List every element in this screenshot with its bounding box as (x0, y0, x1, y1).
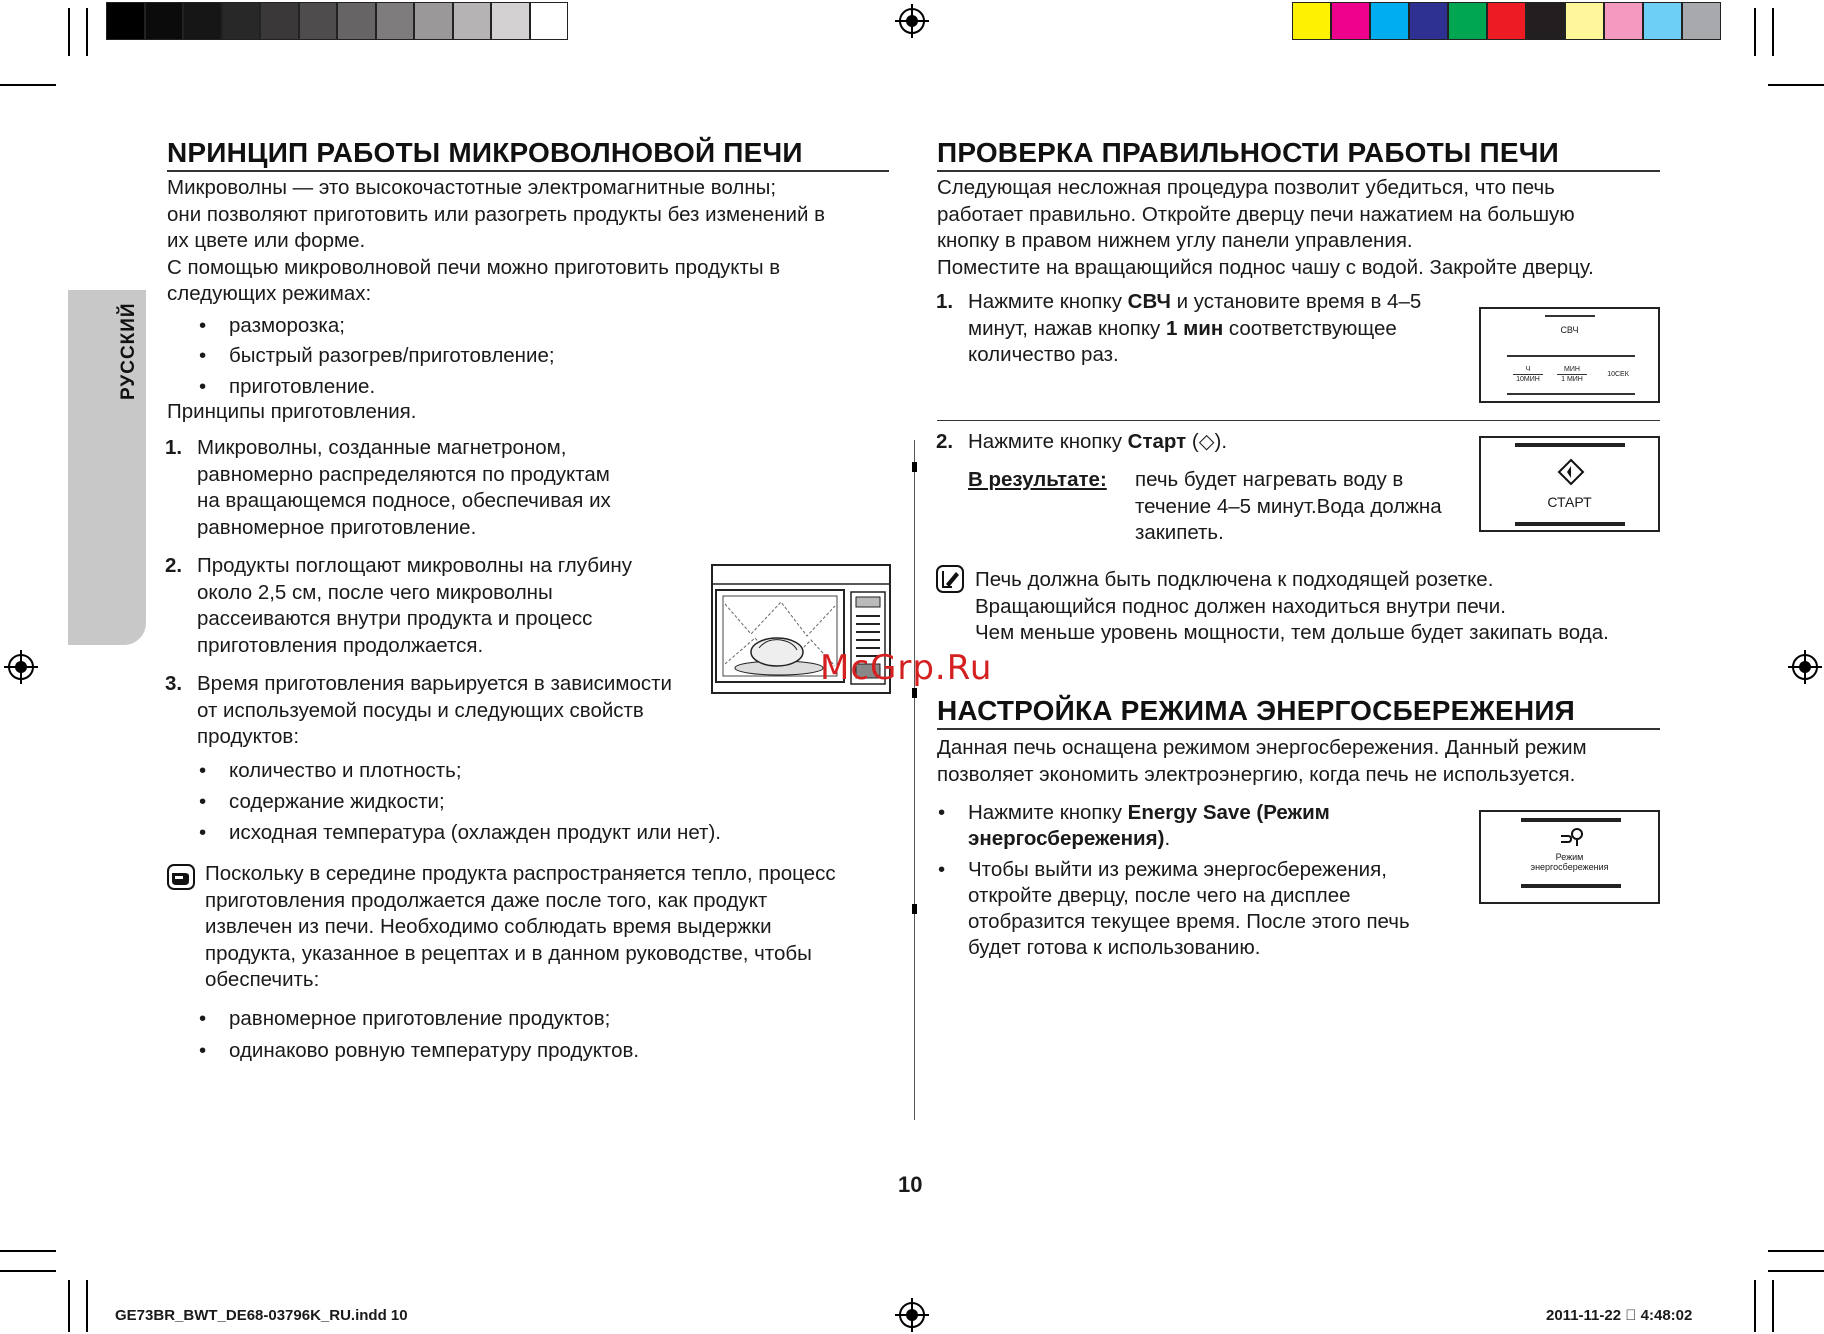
color-swatch (145, 2, 184, 40)
color-swatch (376, 2, 415, 40)
list-item: • равномерное приготовление продуктов; (199, 1007, 611, 1030)
control-panel-start: СТАРТ (1479, 436, 1660, 532)
color-swatch (414, 2, 453, 40)
list-item: • Чтобы выйти из режима энергосбережения, откройте дверцу, после чего на дисплее отобразится текущее время. После этого печь будет готова к использованию. (938, 858, 1410, 959)
crop-mark (1768, 84, 1824, 86)
control-panel-microwave: СВЧ Ч 10МИН МИН 1 МИН 10СЕК (1479, 307, 1660, 403)
crop-mark (1768, 1250, 1824, 1252)
crop-mark (86, 1280, 88, 1332)
fold-mark (912, 688, 917, 698)
list-item: • одинаково ровную температуру продуктов. (199, 1039, 640, 1062)
color-swatch (1409, 2, 1448, 40)
color-swatch (1604, 2, 1643, 40)
crop-mark (86, 8, 88, 56)
crop-mark (1772, 1280, 1774, 1332)
step-3: 3. Время приготовления варьируется в зависимости от используемой посуды и следующих свойств продуктов: (165, 672, 672, 748)
column-divider (914, 440, 915, 1120)
color-swatch (1331, 2, 1370, 40)
page-number: 10 (898, 1172, 923, 1197)
color-swatch (106, 2, 145, 40)
hand-note-icon (167, 864, 195, 890)
color-swatch (530, 2, 569, 40)
crop-mark (0, 84, 56, 86)
crop-mark (1754, 8, 1756, 56)
crop-mark (1768, 1270, 1824, 1272)
check-step-1: 1. Нажмите кнопку СВЧ и установите время в 4–5 минут, нажав кнопку 1 мин соответствующее количество раз. (936, 290, 1422, 366)
list-item: • быстрый разогрев/приготовление; (199, 344, 555, 367)
color-swatch (222, 2, 261, 40)
left-intro: Микроволны — это высокочастотные электромагнитные волны; они позволяют приготовить или разогреть продукты без изменений в их цвете или форме. С помощью микроволновой печи можно приготовить продукты в следующих режимах: (167, 176, 826, 305)
color-swatch (1643, 2, 1682, 40)
crop-mark (1772, 8, 1774, 56)
crop-mark (68, 8, 70, 56)
crop-mark (68, 1280, 70, 1332)
energy-save-title: НАСТРОЙКА РЕЖИМА ЭНЕРГОСБЕРЕЖЕНИЯ (937, 695, 1660, 730)
registration-mark-icon (1788, 650, 1822, 684)
registration-mark-icon (895, 1298, 929, 1332)
list-item: • исходная температура (охлажден продукт или нет). (199, 821, 721, 844)
fold-mark (912, 904, 917, 914)
step-1: 1. Микроволны, созданные магнетроном, равномерно распределяются по продуктам на вращающемся подносе, обеспечивая их равномерное приготовление. (165, 436, 611, 539)
principles-label: Принципы приготовления. (167, 400, 417, 423)
color-swatch (1682, 2, 1721, 40)
energy-intro: Данная печь оснащена режимом энергосбережения. Данный режим позволяет экономить электроэнергию, когда печь не используется. (937, 736, 1587, 786)
color-swatch (183, 2, 222, 40)
energy-save-icon (1557, 826, 1585, 848)
color-swatch (1487, 2, 1526, 40)
right-note: Печь должна быть подключена к подходящей розетке. Вращающийся поднос должен находиться внутри печи. Чем меньше уровень мощности, тем дольше будет закипать вода. (975, 568, 1609, 644)
step-2: 2. Продукты поглощают микроволны на глубину около 2,5 см, после чего микроволны рассеиваются внутри продукта и процесс приготовления продолжается. (165, 554, 633, 657)
color-swatch (491, 2, 530, 40)
list-item: • количество и плотность; (199, 759, 462, 782)
result-label: В результате: (968, 468, 1107, 491)
color-swatch (1448, 2, 1487, 40)
color-swatch (1292, 2, 1331, 40)
list-item: • Нажмите кнопку Energy Save (Режим энергосбережения). (938, 801, 1330, 850)
control-panel-energy-save: Режим энергосбережения (1479, 810, 1660, 904)
color-swatch (299, 2, 338, 40)
crop-mark (0, 1270, 56, 1272)
note-icon (936, 565, 964, 593)
color-swatch (337, 2, 376, 40)
list-item: • приготовление. (199, 375, 376, 398)
result-text: печь будет нагревать воду в течение 4–5 минут.Вода должна закипеть. (1135, 468, 1442, 544)
color-swatch (453, 2, 492, 40)
list-item: • разморозка; (199, 314, 345, 337)
right-intro: Следующая несложная процедура позволит убедиться, что печь работает правильно. Откройте дверцу печи нажатием на большую кнопку в правом нижнем углу панели управления. Поместите на вращающийся поднос чашу с водой. Закройте дверцу. (937, 176, 1594, 279)
registration-mark-icon (4, 650, 38, 684)
crop-mark (0, 1250, 56, 1252)
separator (937, 420, 1660, 421)
right-section-title: ПРОВЕРКА ПРАВИЛЬНОСТИ РАБОТЫ ПЕЧИ (937, 137, 1660, 172)
footer-timestamp: 2011-11-22 ￿ 4:48:02 (1546, 1307, 1693, 1324)
footer-filename: GE73BR_BWT_DE68-03796K_RU.indd 10 (115, 1307, 408, 1324)
color-swatch (1370, 2, 1409, 40)
left-section-title: NРИНЦИП РАБОТЫ МИКРОВОЛНОВОЙ ПЕЧИ (167, 137, 889, 172)
crop-mark (1754, 1280, 1756, 1332)
language-label: РУССКИЙ (118, 302, 139, 400)
check-step-2: 2. Нажмите кнопку Старт (◇). (936, 430, 1228, 453)
color-swatch (260, 2, 299, 40)
color-swatch (1526, 2, 1565, 40)
watermark: McGrp.Ru (820, 648, 993, 688)
color-swatch (1565, 2, 1604, 40)
list-item: • содержание жидкости; (199, 790, 445, 813)
start-icon (1557, 458, 1585, 486)
left-note: Поскольку в середине продукта распространяется тепло, процесс приготовления продолжается даже после того, как продукт извлечен из печи. Необходимо соблюдать время выдержки продукта, указанное в рецептах и в данном руководстве, чтобы обеспечить: (205, 862, 836, 991)
fold-mark (912, 462, 917, 472)
registration-mark-icon (895, 4, 929, 38)
